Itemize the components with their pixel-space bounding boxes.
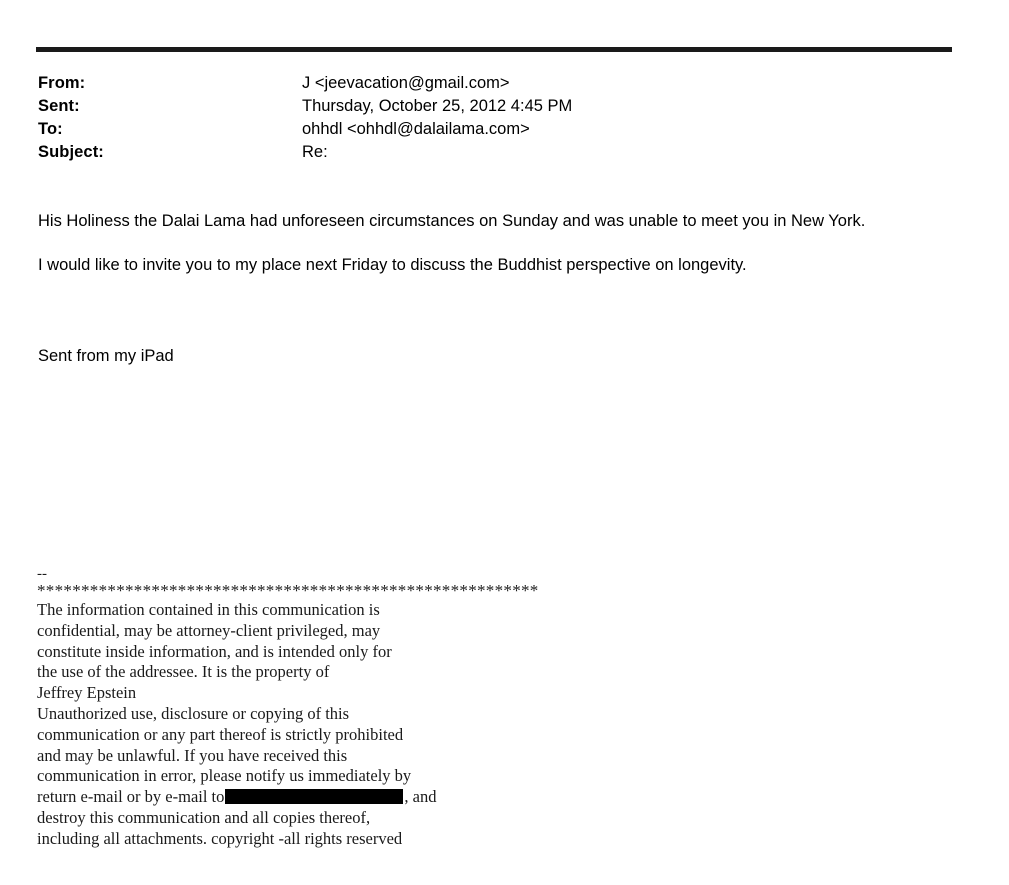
disclaimer-line: the use of the addressee. It is the property of — [37, 662, 330, 682]
disclaimer-line: Unauthorized use, disclosure or copying of this — [37, 703, 350, 723]
header-value-from: J <jeevacation@gmail.com> — [302, 74, 510, 92]
header-label-to: To: — [38, 120, 63, 138]
header-label-from: From: — [38, 74, 86, 92]
body-paragraph-1: His Holiness the Dalai Lama had unforeseen circumstances on Sunday and was unable to meet you in New York. — [38, 212, 866, 230]
header-label-subject: Subject: — [38, 143, 104, 161]
header-row-to — [38, 120, 938, 143]
footer-star-separator: ********************************************************* — [37, 582, 539, 600]
redaction-line-prefix: return e-mail or by e-mail to — [37, 787, 225, 807]
disclaimer-line: and may be unlawful. If you have received this — [37, 745, 348, 765]
header-row-subject — [38, 143, 938, 166]
disclaimer-line-redacted — [37, 787, 737, 808]
email-footer-disclaimer — [37, 566, 737, 850]
disclaimer-line: including all attachments. copyright -all rights reserved — [37, 828, 403, 848]
header-value-sent: Thursday, October 25, 2012 4:45 PM — [302, 97, 573, 115]
redaction-bar — [225, 789, 403, 804]
disclaimer-line: constitute inside information, and is intended only for — [37, 641, 392, 661]
header-label-sent: Sent: — [38, 97, 80, 115]
header-row-sent — [38, 97, 938, 120]
email-header-block — [38, 74, 938, 166]
body-paragraph-2: I would like to invite you to my place next Friday to discuss the Buddhist perspective on longevity. — [38, 256, 747, 275]
header-row-from — [38, 74, 938, 97]
disclaimer-line: communication or any part thereof is strictly prohibited — [37, 724, 404, 744]
disclaimer-line: communication in error, please notify us immediately by — [37, 766, 412, 786]
email-body-block — [38, 210, 958, 299]
disclaimer-line: The information contained in this communication is — [37, 600, 380, 619]
email-signoff: Sent from my iPad — [38, 347, 174, 365]
header-divider-rule — [36, 47, 952, 52]
disclaimer-line: destroy this communication and all copies thereof, — [37, 807, 371, 827]
header-value-subject: Re: — [302, 143, 328, 161]
redaction-line-suffix: , and — [404, 787, 437, 807]
disclaimer-line: confidential, may be attorney-client privileged, may — [37, 620, 381, 640]
footer-dashes: -- — [37, 566, 47, 582]
header-value-to: ohhdl <ohhdl@dalailama.com> — [302, 120, 530, 138]
disclaimer-line-owner-name: Jeffrey Epstein — [37, 683, 137, 703]
